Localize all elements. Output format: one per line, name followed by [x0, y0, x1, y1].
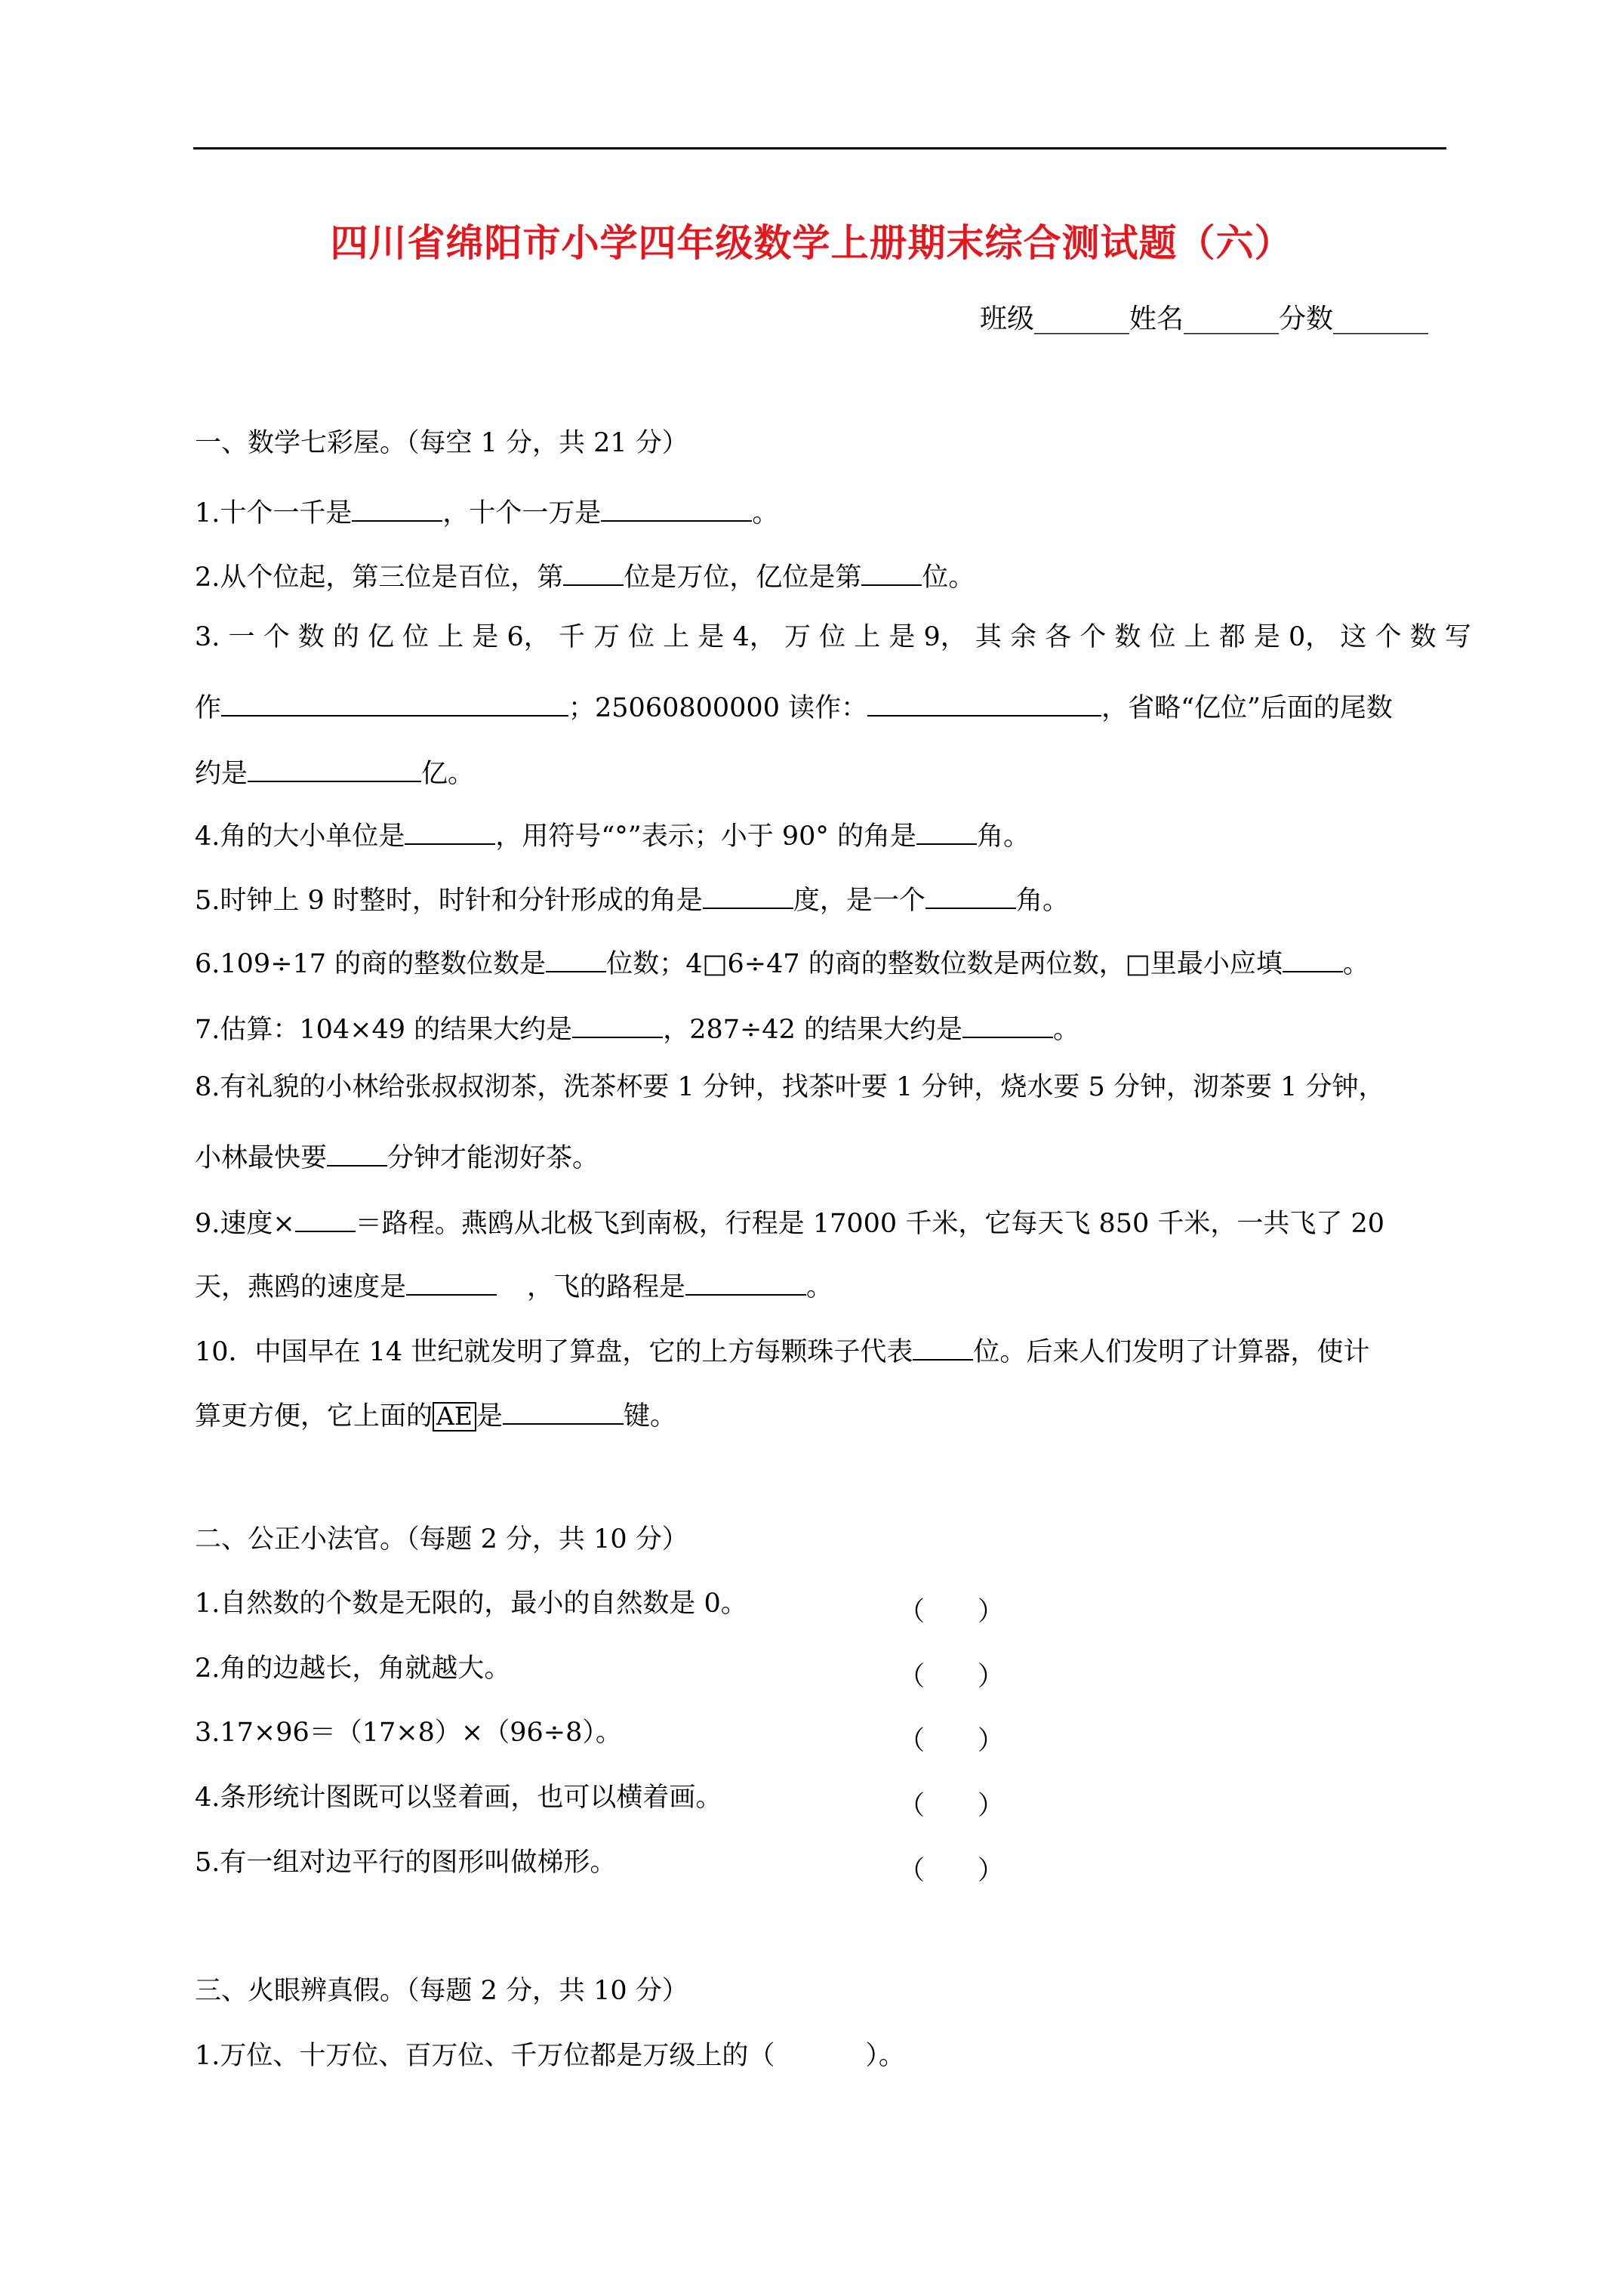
s1-q5: 5.时钟上 9 时整时，时针和分针形成的角是 度，是一个 角。 — [195, 882, 1069, 914]
answer-blank[interactable] — [503, 1398, 624, 1425]
answer-blank[interactable] — [861, 559, 922, 586]
s2-item-1: 1.自然数的个数是无限的，最小的自然数是 0。 — [195, 1589, 747, 1619]
s1-q3-line2: 作 ；25060800000 读作： ，省略“亿位”后面的尾数 — [195, 689, 1393, 722]
answer-blank[interactable] — [221, 689, 568, 717]
s2-item-2: 2.角的边越长，角就越大。 — [195, 1653, 511, 1684]
s1-q8-line1: 8.有礼貌的小林给张叔叔沏茶，洗茶杯要 1 分钟，找茶叶要 1 分钟，烧水要 5 分钟，沏茶要 1 分钟， — [195, 1072, 1385, 1102]
answer-blank[interactable] — [546, 945, 606, 972]
answer-blank[interactable] — [405, 818, 495, 845]
section3-heading: 三、火眼辨真假。（每题 2 分，共 10 分） — [195, 1976, 688, 2006]
student-info — [980, 297, 1428, 336]
s1-q3-line3: 约是 亿。 — [195, 755, 474, 787]
answer-blank[interactable] — [295, 1205, 356, 1232]
answer-blank[interactable] — [572, 1011, 663, 1038]
s1-q8-line2: 小林最快要 分钟才能沏好茶。 — [195, 1139, 599, 1172]
s2-answer-paren-4[interactable]: （ ） — [898, 1791, 1005, 1821]
section1-heading: 一、数学七彩屋。（每空 1 分，共 21 分） — [195, 428, 688, 458]
class-blank[interactable]: _______ — [1033, 304, 1129, 334]
answer-blank[interactable] — [352, 495, 442, 522]
s1-q10-line2: 算更方便，它上面的 AE 是 键。 — [195, 1398, 676, 1432]
s2-answer-paren-1[interactable]: （ ） — [898, 1597, 1005, 1627]
s1-q4: 4.角的大小单位是 ，用符号“°”表示；小于 90° 的角是 角。 — [195, 818, 1030, 850]
name-label: 姓名 — [1129, 304, 1184, 334]
s1-q9-line1: 9.速度× ＝路程。燕鸥从北极飞到南极，行程是 17000 千米，它每天飞 850 千米，一共飞了 20 — [195, 1205, 1384, 1237]
s2-item-5: 5.有一组对边平行的图形叫做梯形。 — [195, 1848, 617, 1878]
s1-q3-line1: 3. 一 个 数 的 亿 位 上 是 6， 千 万 位 上 是 4， 万 位 上 是 9， 其 余 各 个 数 位 上 都 是 0， 这 个 数 写 — [195, 622, 1471, 652]
answer-blank[interactable] — [563, 559, 624, 586]
s1-q9-line2: 天，燕鸥的速度是 ，飞的路程是 。 — [195, 1268, 833, 1301]
answer-blank[interactable] — [248, 755, 421, 782]
s1-q10-line1: 10．中国早在 14 世纪就发明了算盘，它的上方每颗珠子代表 位。后来人们发明了计算器，使计 — [195, 1333, 1369, 1366]
section2-heading: 二、公正小法官。（每题 2 分，共 10 分） — [195, 1524, 688, 1555]
answer-blank[interactable] — [867, 689, 1101, 717]
answer-blank[interactable] — [406, 1268, 497, 1296]
score-blank[interactable]: _______ — [1333, 304, 1428, 334]
page-title: 四川省绵阳市小学四年级数学上册期末综合测试题（六） — [330, 220, 1293, 265]
s2-item-3: 3.17×96＝（17×8）×（96÷8）。 — [195, 1718, 622, 1748]
s2-answer-paren-5[interactable]: （ ） — [898, 1856, 1005, 1886]
s1-q6: 6.109÷17 的商的整数位数是 位数；4□6÷47 的商的整数位数是两位数，□里最小应填 。 — [195, 945, 1369, 978]
answer-blank[interactable] — [327, 1139, 387, 1166]
score-label: 分数 — [1278, 304, 1333, 334]
answer-blank[interactable] — [601, 495, 752, 522]
s2-answer-paren-2[interactable]: （ ） — [898, 1662, 1005, 1692]
class-label: 班级 — [979, 304, 1034, 334]
ae-key-box: AE — [433, 1402, 476, 1432]
header-rule — [193, 147, 1446, 149]
s1-q1: 1.十个一千是 ，十个一万是 。 — [195, 495, 778, 527]
s1-q2: 2.从个位起，第三位是百位，第 位是万位，亿位是第 位。 — [195, 559, 975, 591]
answer-blank[interactable] — [913, 1333, 973, 1361]
answer-blank[interactable] — [703, 882, 793, 909]
answer-blank[interactable] — [916, 818, 977, 845]
answer-blank[interactable] — [962, 1011, 1053, 1038]
s1-q7: 7.估算：104×49 的结果大约是 ，287÷42 的结果大约是 。 — [195, 1011, 1079, 1043]
s2-item-4: 4.条形统计图既可以竖着画，也可以横着画。 — [195, 1783, 722, 1813]
answer-blank[interactable] — [685, 1268, 806, 1296]
name-blank[interactable]: _______ — [1183, 304, 1279, 334]
s2-answer-paren-3[interactable]: （ ） — [898, 1726, 1005, 1756]
s3-q1: 1.万位、十万位、百万位、千万位都是万级上的（ ）。 — [195, 2041, 905, 2071]
answer-blank[interactable] — [1283, 945, 1343, 972]
answer-blank[interactable] — [925, 882, 1016, 909]
